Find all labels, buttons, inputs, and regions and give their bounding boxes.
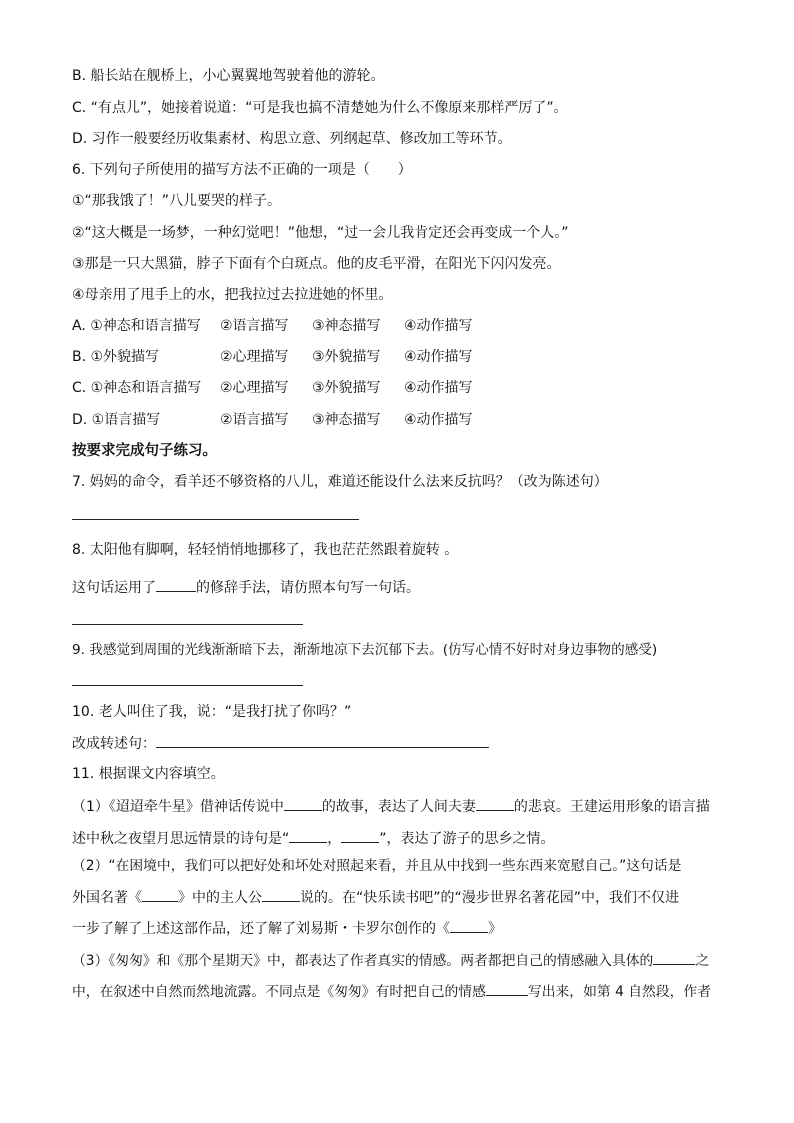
option-part: ②心理描写 — [220, 380, 289, 396]
section-title: 按要求完成句子练习。 — [72, 443, 217, 459]
q11-p3-blank-2[interactable] — [486, 981, 528, 996]
q11-p2-blank-1[interactable] — [142, 887, 178, 902]
option-part: C. ①神态和语言描写 — [72, 380, 202, 396]
option-part: ③神态描写 — [312, 412, 381, 428]
q11-p3-text: （3）《匆匆》和《那个星期天》中，都表达了作者真实的情感。两者都把自己的情感融入具体的 — [72, 953, 654, 969]
q10-answer-row — [72, 733, 489, 754]
q11-p1-text: 的故事，表达了人间夫妻 — [321, 799, 476, 815]
q11-p1-text: （1）《迢迢牵牛星》借神话传说中 — [72, 799, 284, 815]
q10-answer-label: 改成转述句： — [72, 736, 156, 752]
option-part: ③外貌描写 — [312, 349, 381, 365]
q6-sentence-3: ③那是一只大黑猫，脖子下面有个白斑点。他的皮毛平滑，在阳光下闪闪发亮。 — [72, 256, 561, 272]
q11-p3-line-1 — [72, 950, 709, 971]
q11-p2-text: 一步了解了上述这部作品，还了解了刘易斯・卡罗尔创作的《 — [72, 921, 450, 937]
q9-stem: 9. 我感觉到周围的光线渐渐暗下去，渐渐地凉下去沉郁下去。(仿写心情不好时对身边事物的感受) — [72, 642, 658, 658]
option-part: ②心理描写 — [220, 349, 289, 365]
option-part: ④动作描写 — [404, 318, 473, 334]
q11-p1-text: 的悲哀。王建运用形象的语言描 — [513, 799, 710, 815]
q11-p2-line-1: （2）“在困境中，我们可以把好处和坏处对照起来看，并且从中找到一些东西来宽慰自己。”这句话是 — [72, 858, 682, 874]
option-part: ②语言描写 — [220, 318, 289, 334]
q11-p2-line-3 — [72, 918, 502, 939]
q11-p1-blank-4[interactable] — [341, 828, 379, 843]
q8-line-1 — [72, 577, 420, 598]
q11-p1-text: ， — [327, 831, 342, 847]
q11-p2-line-2 — [72, 887, 679, 908]
option-part: ④动作描写 — [404, 380, 473, 396]
q8-answer-line[interactable] — [72, 624, 303, 625]
option-part: ③神态描写 — [312, 318, 381, 334]
q10-answer-blank[interactable] — [156, 733, 489, 748]
option-part: D. ①语言描写 — [72, 412, 161, 428]
q11-p1-text: 述中秋之夜望月思远情景的诗句是“ — [72, 831, 290, 847]
q6-stem: 6. 下列句子所使用的描写方法不正确的一项是（ ） — [72, 162, 412, 178]
option-part: ④动作描写 — [404, 412, 473, 428]
option-part: ④动作描写 — [404, 349, 473, 365]
q10-stem: 10. 老人叫住了我，说：“是我打扰了你吗？” — [72, 704, 352, 720]
q11-p3-blank-1[interactable] — [653, 950, 695, 965]
q5-option-b: B. 船长站在舰桥上，小心翼翼地驾驶着他的游轮。 — [72, 68, 385, 84]
q11-p3-line-2 — [72, 981, 711, 1002]
q11-p1-text: ”，表达了游子的思乡之情。 — [379, 831, 555, 847]
option-part: ②语言描写 — [220, 412, 289, 428]
q5-option-d: D. 习作一般要经历收集素材、构思立意、列纲起草、修改加工等环节。 — [72, 131, 512, 147]
option-part: ③外貌描写 — [312, 380, 381, 396]
option-part: A. ①神态和语言描写 — [72, 318, 201, 334]
q11-p3-text: 之 — [695, 953, 710, 969]
q11-p2-blank-2[interactable] — [262, 887, 300, 902]
q11-p1-line-2 — [72, 828, 555, 849]
q11-p1-blank-3[interactable] — [289, 828, 327, 843]
q7-stem: 7. 妈妈的命令，看羊还不够资格的八儿，难道还能设什么法来反抗吗？（改为陈述句） — [72, 474, 608, 490]
q11-p1-blank-1[interactable] — [284, 796, 322, 811]
q8-line-1-post: 的修辞手法，请仿照本句写一句话。 — [196, 580, 420, 596]
q6-option-d — [72, 410, 473, 430]
q6-option-c — [72, 378, 473, 398]
q11-stem: 11. 根据课文内容填空。 — [72, 766, 225, 782]
q11-p3-text: 写出来，如第 4 自然段，作者 — [527, 984, 712, 1000]
q6-sentence-4: ④母亲用了甩手上的水，把我拉过去拉进她的怀里。 — [72, 287, 393, 303]
q11-p2-blank-3[interactable] — [450, 918, 488, 933]
q8-stem: 8. 太阳他有脚啊，轻轻悄悄地挪移了，我也茫茫然跟着旋转 。 — [72, 542, 459, 558]
q8-blank[interactable] — [156, 577, 196, 592]
q11-p1-line-1 — [72, 796, 710, 817]
q11-p2-text: 》 — [488, 921, 502, 937]
q5-option-c: C. “有点儿”，她接着说道：“可是我也搞不清楚她为什么不像原来那样严厉了”。 — [72, 100, 568, 116]
q11-p1-blank-2[interactable] — [476, 796, 514, 811]
q6-option-a — [72, 316, 473, 336]
q7-answer-line[interactable] — [72, 519, 359, 520]
q11-p2-text: 说的。在“快乐读书吧”的“漫步世界名著花园”中，我们不仅进 — [300, 890, 680, 906]
q11-p2-text: 外国名著《 — [72, 890, 142, 906]
q6-sentence-1: ①“那我饿了！”八儿要哭的样子。 — [72, 193, 282, 209]
option-part: B. ①外貌描写 — [72, 349, 160, 365]
q11-p3-text: 中，在叙述中自然而然地流露。不同点是《匆匆》有时把自己的情感 — [72, 984, 486, 1000]
q6-sentence-2: ②“这大概是一场梦，一种幻觉吧！”他想，“过一会儿我肯定还会再变成一个人。” — [72, 225, 569, 241]
q9-answer-line[interactable] — [72, 685, 303, 686]
q6-option-b — [72, 347, 473, 367]
q8-line-1-pre: 这句话运用了 — [72, 580, 156, 596]
q11-p2-text: 》中的主人公 — [178, 890, 262, 906]
